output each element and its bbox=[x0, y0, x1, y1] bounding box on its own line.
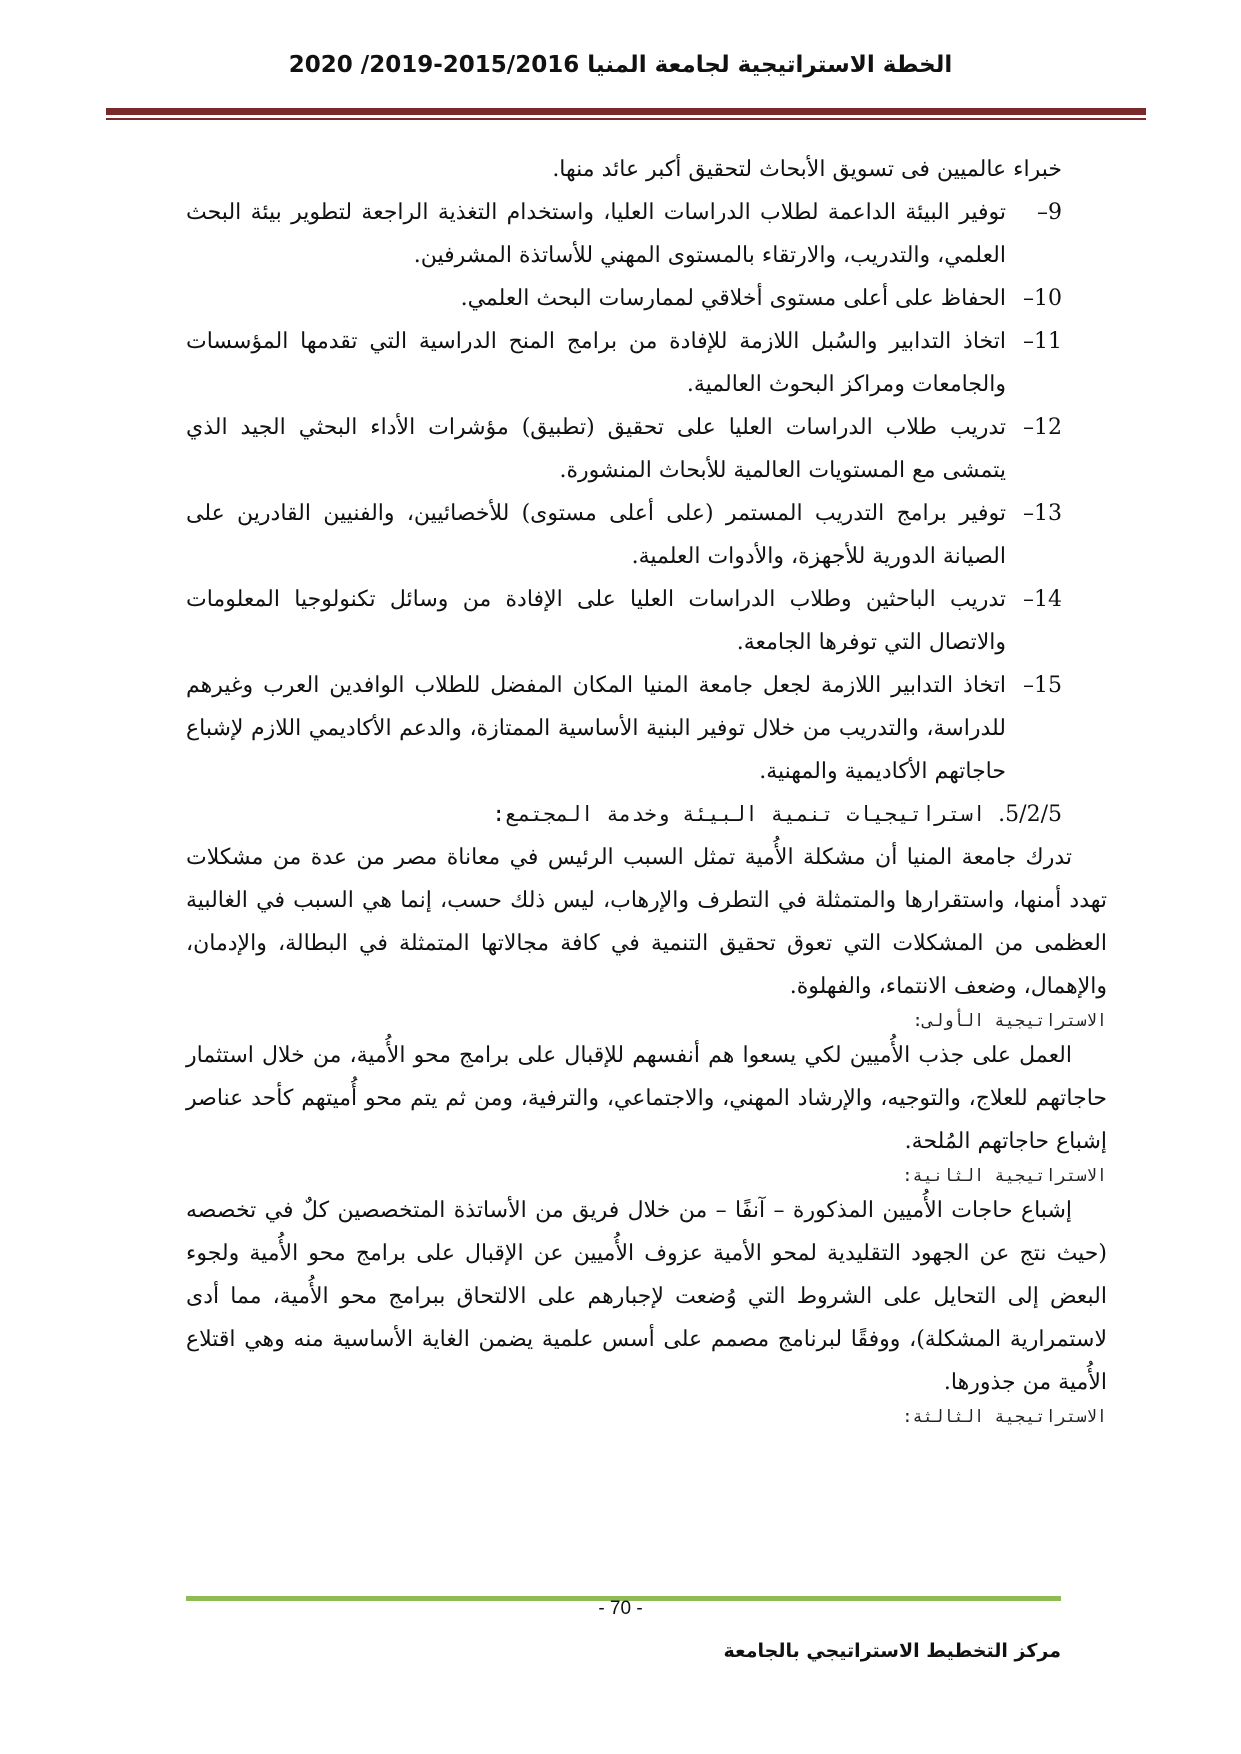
section-title: استراتيجيات تنمية البيئة وخدمة المجتمع: bbox=[492, 802, 986, 826]
list-item-number: 9– bbox=[1037, 200, 1062, 225]
list-item bbox=[186, 492, 1062, 578]
list-item bbox=[186, 277, 1062, 320]
list-item bbox=[186, 578, 1062, 664]
list-item-number: 14– bbox=[1023, 587, 1062, 612]
strategy-heading-first: الاستراتيجية الأولى: bbox=[912, 1011, 1107, 1031]
strategy-heading-second: الاستراتيجية الثانية: bbox=[902, 1166, 1107, 1186]
list-item-number: 12– bbox=[1023, 415, 1062, 440]
list-item-number: 15– bbox=[1023, 673, 1062, 698]
continuation-line: خبراء عالميين فى تسويق الأبحاث لتحقيق أكبر عائد منها. bbox=[552, 157, 1062, 182]
list-item-number: 11– bbox=[1023, 329, 1062, 354]
list-item-text: توفير البيئة الداعمة لطلاب الدراسات العليا، واستخدام التغذية الراجعة لتطوير بيئة البحث العلمي، والتدريب، والارتقاء بالمستوى المهني للأساتذة المشرفين. bbox=[186, 200, 1006, 268]
list-item-text: تدريب طلاب الدراسات العليا على تحقيق (تطبيق) مؤشرات الأداء البحثي الجيد الذي يتمشى مع المستويات العالمية للأبحاث المنشورة. bbox=[186, 415, 1006, 483]
objectives-list bbox=[186, 191, 1062, 793]
list-item bbox=[186, 406, 1062, 492]
strategy-heading-third: الاستراتيجية الثالثة: bbox=[902, 1407, 1107, 1427]
strategy-paragraph-first: العمل على جذب الأُميين لكي يسعوا هم أنفسهم للإقبال على برامج محو الأُمية، من خلال استثمار حاجاتهم للعلاج، والتوجيه، والإرشاد المهني، والاجتماعي، والترفية، ومن ثم يتم محو أُميتهم كأحد عناصر إشباع حاجاتهم المُلحة. bbox=[186, 1043, 1107, 1154]
page-number: - 70 - bbox=[598, 1598, 643, 1619]
section-paragraph: تدرك جامعة المنيا أن مشكلة الأُمية تمثل السبب الرئيس في معاناة مصر من عدة من مشكلات تهدد أمنها، واستقرارها والمتمثلة في التطرف والإرهاب، ليس ذلك حسب، إنما هي السبب في الغالبية العظمى من المشكلات التي تعوق تحقيق التنمية في كافة مجالاتها المتمثلة في البطالة، والإدمان، والإهمال، وضعف الانتماء، والفهلوة. bbox=[186, 845, 1108, 999]
list-item bbox=[186, 320, 1062, 406]
footer-center-name: مركز التخطيط الاستراتيجي بالجامعة bbox=[723, 1640, 1061, 1662]
strategy-paragraph-second: إشباع حاجات الأُميين المذكورة – آنفًا – من خلال فريق من الأساتذة المتخصصين كلٌ في تخصصه (حيث نتج عن الجهود التقليدية لمحو الأمية عزوف الأُميين عن الإقبال على برامج محو الأُمية ولجوء البعض إلى التحايل على الشروط التي وُضعت لإجبارهم على الالتحاق ببرامج محو الأُمية، مما أدى لاستمرارية المشكلة)، ووفقًا لبرنامج مصمم على أسس علمية يضمن الغاية الأساسية منه وهي اقتلاع الأُمية من جذورها. bbox=[186, 1198, 1107, 1395]
section-heading bbox=[186, 793, 1062, 836]
header-divider-thin bbox=[106, 118, 1146, 120]
list-item-text: الحفاظ على أعلى مستوى أخلاقي لممارسات البحث العلمي. bbox=[460, 286, 1006, 311]
section-number: 5/2/5. bbox=[998, 802, 1062, 827]
list-item-text: اتخاذ التدابير والسُبل اللازمة للإفادة من برامج المنح الدراسية التي تقدمها المؤسسات والجامعات ومراكز البحوث العالمية. bbox=[186, 329, 1006, 397]
list-item-number: 13– bbox=[1023, 501, 1062, 526]
document-body bbox=[186, 148, 1108, 1430]
list-item-text: اتخاذ التدابير اللازمة لجعل جامعة المنيا المكان المفضل للطلاب الوافدين العرب وغيرهم للدراسة، والتدريب من خلال توفير البنية الأساسية الممتازة، والدعم الأكاديمي اللازم لإشباع حاجاتهم الأكاديمية والمهنية. bbox=[186, 673, 1006, 784]
list-item-text: توفير برامج التدريب المستمر (على أعلى مستوى) للأخصائيين، والفنيين القادرين على الصيانة الدورية للأجهزة، والأدوات العلمية. bbox=[186, 501, 1006, 569]
page-header-title: الخطة الاستراتيجية لجامعة المنيا 2015/2016-2019/ 2020 bbox=[288, 52, 953, 78]
list-item bbox=[186, 191, 1062, 277]
list-item bbox=[186, 664, 1062, 793]
list-item-number: 10– bbox=[1023, 286, 1062, 311]
header-divider bbox=[106, 108, 1146, 115]
list-item-text: تدريب الباحثين وطلاب الدراسات العليا على الإفادة من وسائل تكنولوجيا المعلومات والاتصال التي توفرها الجامعة. bbox=[186, 587, 1006, 655]
